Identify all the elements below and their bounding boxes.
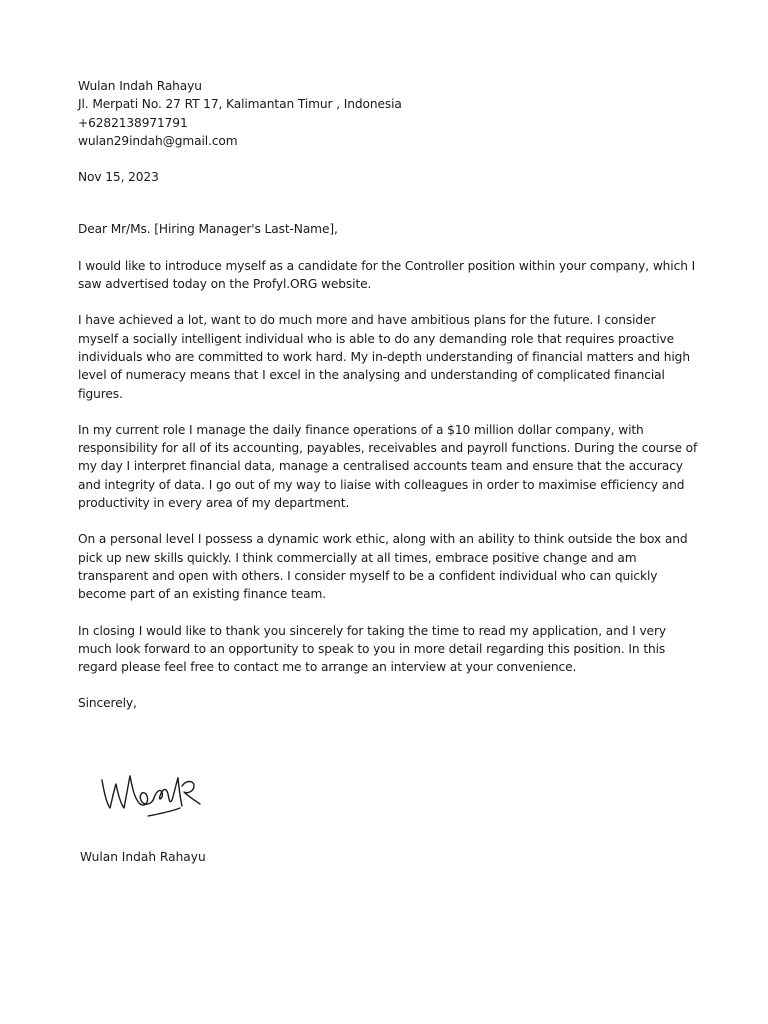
salutation: Dear Mr/Ms. [Hiring Manager's Last-Name], <box>78 222 338 237</box>
sender-name: Wulan Indah Rahayu <box>78 79 202 93</box>
paragraph-current-role: In my current role I manage the daily finance operations of a $10 million dollar company, with responsibility for all of its accounting, payables, receivables and payroll functions. During the course of my day I interpret financial data, manage a centralised accounts team and ensure that the accuracy and integrity of data. I go out of my way to liaise with colleagues in order to maximise efficiency and productivity in every area of my department. <box>78 422 698 511</box>
closing-phrase: Sincerely, <box>78 696 137 711</box>
paragraph-ambitions: I have achieved a lot, want to do much more and have ambitious plans for the future. I consider myself a socially intelligent individual who is able to do any demanding role that requires proactive individuals who are committed to work hard. My in-depth understanding of financial matters and high level of numeracy means that I excel in the analysing and understanding of complicated financial figures. <box>78 313 690 401</box>
letter-body <box>78 77 698 713</box>
sender-block <box>78 77 698 150</box>
sender-phone: +6282138971791 <box>78 115 188 130</box>
signed-name: Wulan Indah Rahayu <box>80 850 206 864</box>
handwritten-signature <box>96 764 236 828</box>
signature-stroke-r <box>178 778 200 806</box>
paragraph-introduction: I would like to introduce myself as a candidate for the Controller position within your company, which I saw advertised today on the Profyl.ORG website. <box>78 258 696 292</box>
signature-stroke-middle <box>154 778 178 802</box>
signature-stroke-loop <box>130 776 154 805</box>
sender-email: wulan29indah@gmail.com <box>78 133 238 148</box>
paragraph-personal-level: On a personal level I possess a dynamic work ethic, along with an ability to think outside the box and pick up new skills quickly. I think commercially at all times, embrace positive change and am transparent and open with others. I consider myself to be a confident individual who can quickly become part of an existing finance team. <box>78 532 688 602</box>
letter-date: Nov 15, 2023 <box>78 170 159 185</box>
signature-stroke-w <box>102 776 130 808</box>
paragraph-closing: In closing I would like to thank you sincerely for taking the time to read my application, and I very much look forward to an opportunity to speak to you in more detail regarding this position. In this regard please feel free to contact me to arrange an interview at your convenience. <box>78 623 666 675</box>
signature-underline <box>148 808 180 816</box>
sender-address: Jl. Merpati No. 27 RT 17, Kalimantan Timur , Indonesia <box>78 97 402 112</box>
signature-drawing <box>96 764 236 828</box>
